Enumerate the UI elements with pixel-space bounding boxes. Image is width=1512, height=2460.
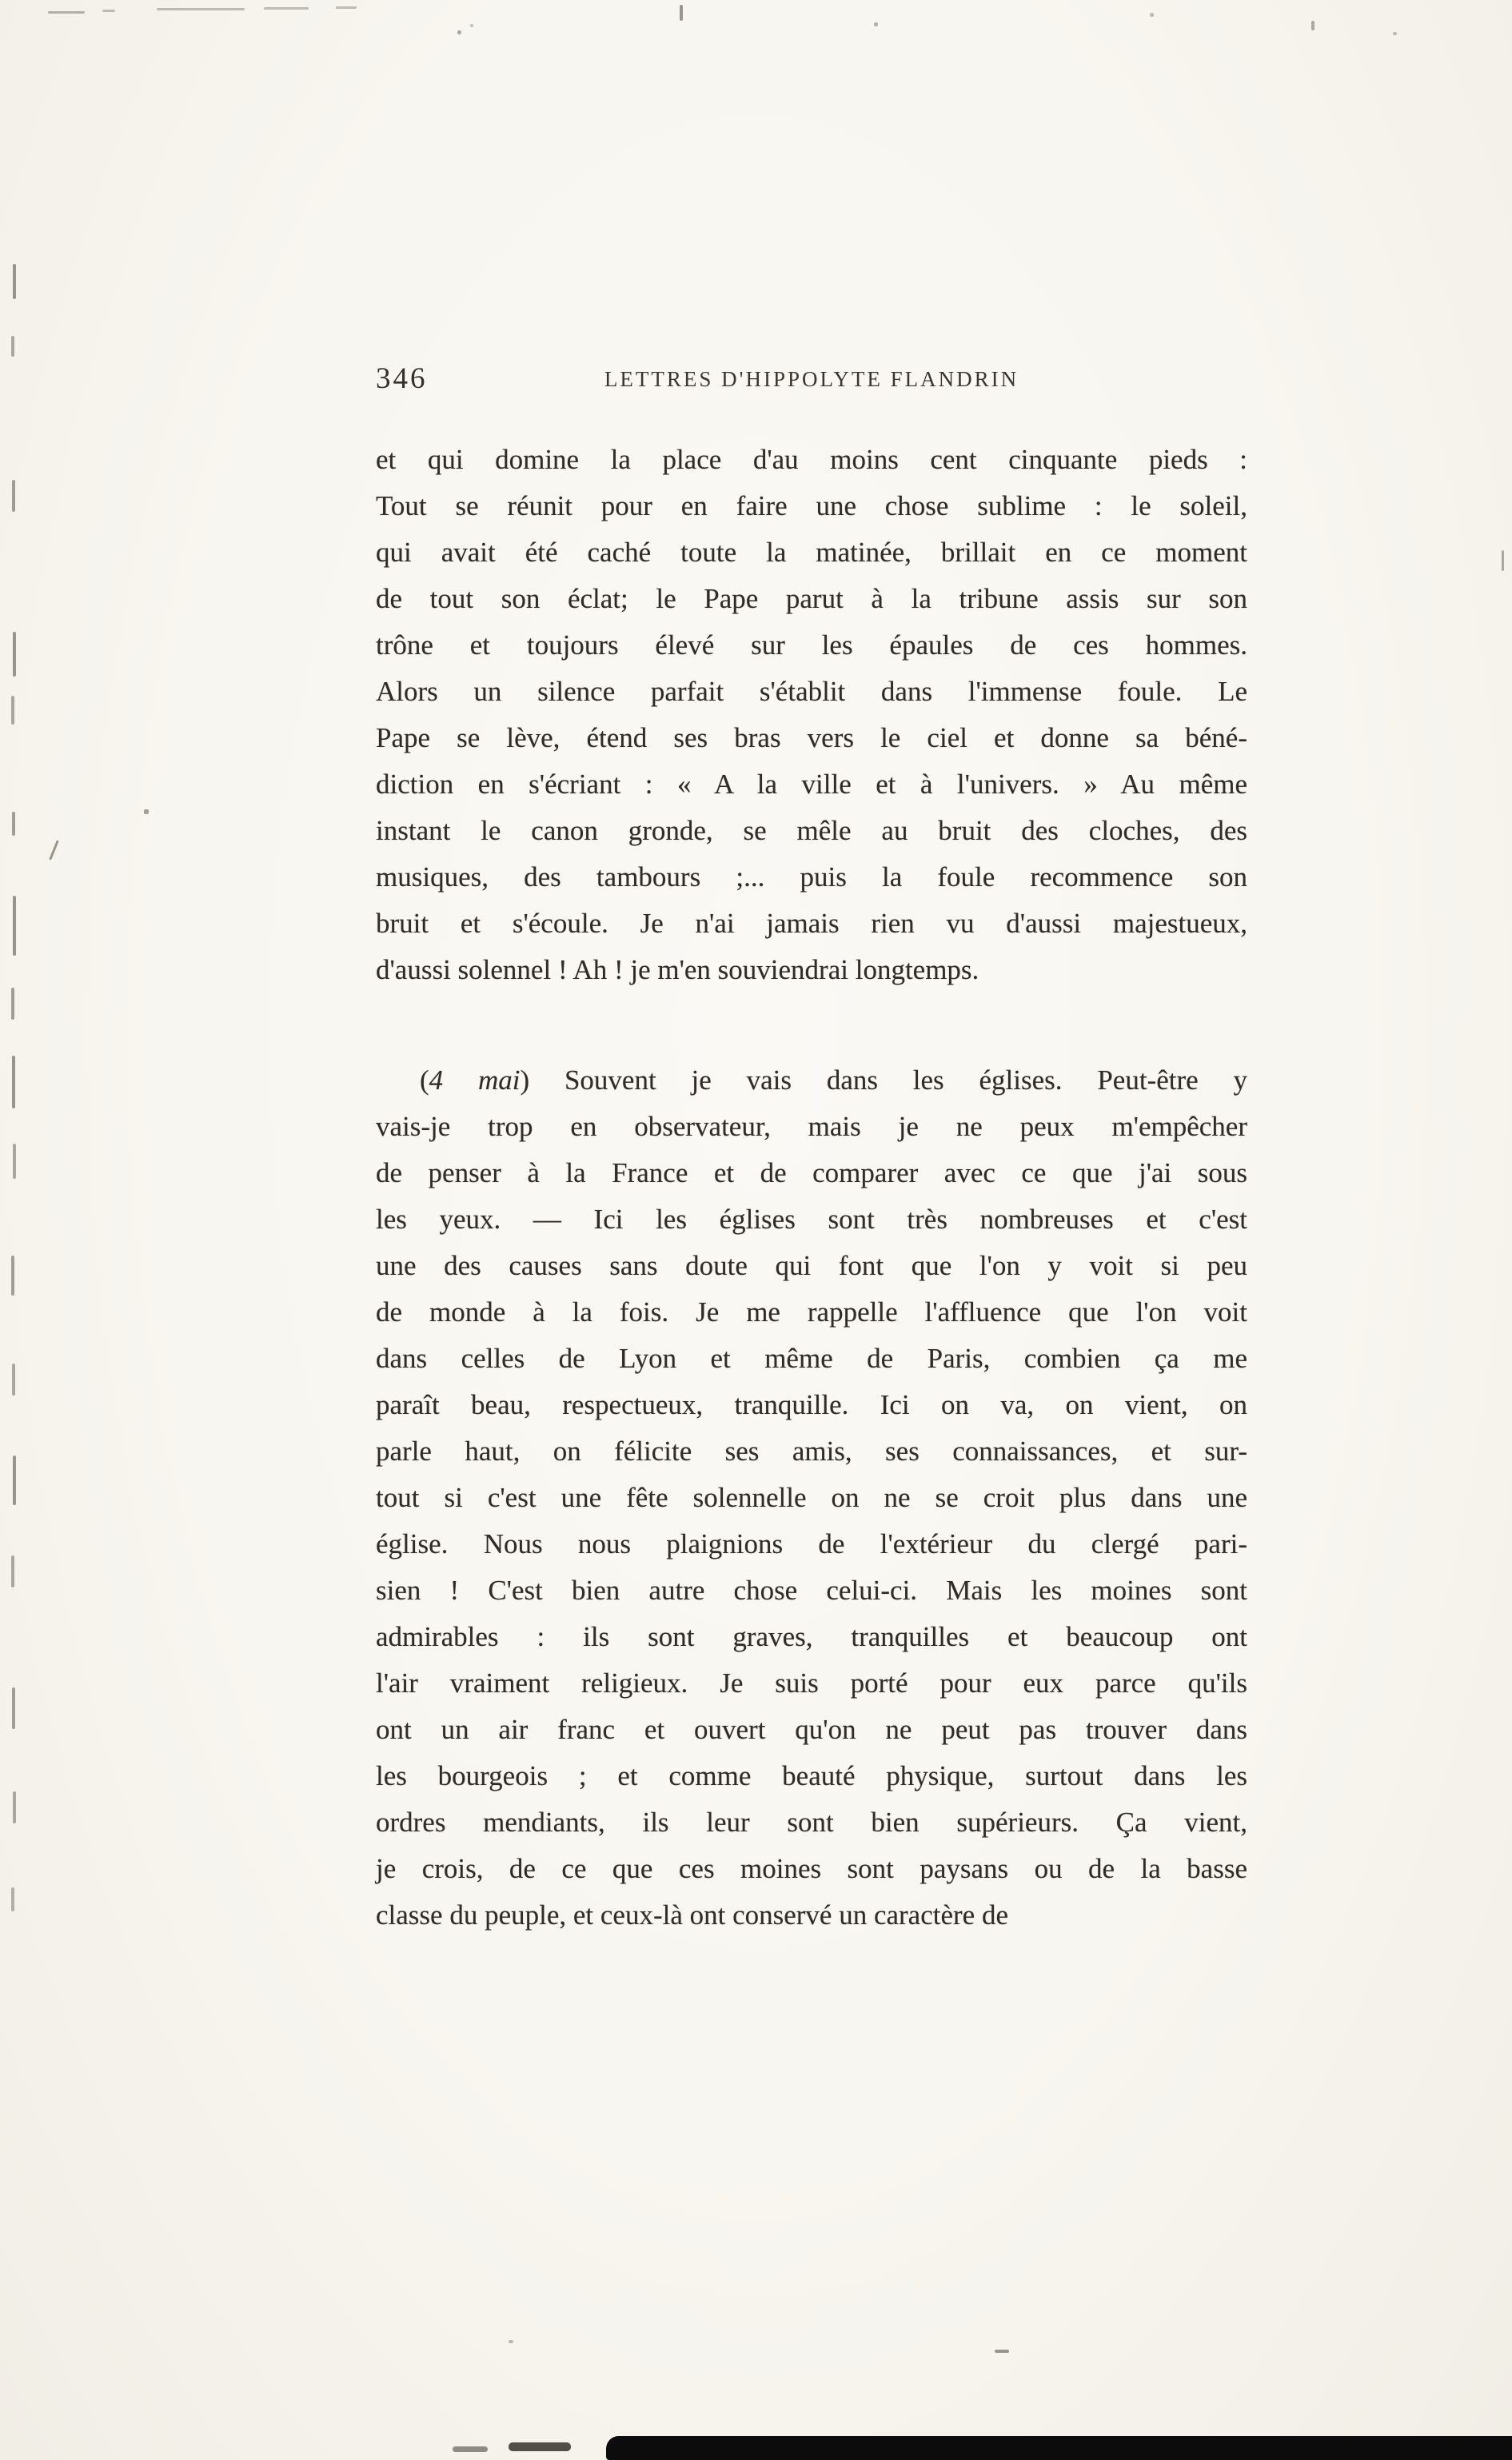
scan-artifact <box>13 1456 16 1505</box>
scan-artifact <box>13 1791 16 1823</box>
text-segment: ( <box>420 1064 429 1096</box>
scan-artifact <box>157 8 245 10</box>
scan-artifact <box>11 1887 14 1911</box>
text-segment: ) Souvent je vais dans les églises. Peut-être y <box>520 1064 1247 1096</box>
text-line: de monde à la fois. Je me rappelle l'affluence que l'on voit <box>376 1296 1247 1328</box>
scan-artifact <box>12 1056 15 1108</box>
scan-artifact <box>144 809 149 814</box>
scan-edge-shadow <box>606 2436 1512 2460</box>
text-line: les yeux. — Ici les églises sont très nombreuses et c'est <box>376 1204 1247 1235</box>
text-line: bruit et s'écoule. Je n'ai jamais rien vu d'aussi majestueux, <box>376 908 1247 939</box>
scan-artifact <box>995 2350 1009 2353</box>
text-line: Alors un silence parfait s'établit dans l'immense foule. Le <box>376 676 1247 707</box>
text-line: les bourgeois ; et comme beauté physique, surtout dans les <box>376 1760 1247 1791</box>
scan-artifact <box>48 11 85 14</box>
scan-artifact <box>1150 13 1154 17</box>
text-line: l'air vraiment religieux. Je suis porté pour eux parce qu'ils <box>376 1667 1247 1699</box>
text-line: diction en s'écriant : « A la ville et à l'univers. » Au même <box>376 769 1247 800</box>
paragraph <box>376 437 1247 993</box>
scan-artifact <box>264 7 309 10</box>
text-line: une des causes sans doute qui font que l'on y voit si peu <box>376 1250 1247 1281</box>
scan-artifact <box>453 2446 488 2452</box>
scan-artifact <box>102 10 115 12</box>
text-line: trône et toujours élevé sur les épaules de ces hommes. <box>376 629 1247 661</box>
text-line: Tout se réunit pour en faire une chose sublime : le soleil, <box>376 490 1247 521</box>
text-line: admirables : ils sont graves, tranquilles et beaucoup ont <box>376 1621 1247 1652</box>
text-line: ont un air franc et ouvert qu'on ne peut pas trouver dans <box>376 1714 1247 1745</box>
text-line: dans celles de Lyon et même de Paris, combien ça me <box>376 1343 1247 1374</box>
scan-artifact <box>509 2442 571 2451</box>
text-line: musiques, des tambours ;... puis la foule recommence son <box>376 861 1247 893</box>
scan-artifact <box>680 5 683 21</box>
text-line: et qui domine la place d'au moins cent cinquante pieds : <box>376 444 1247 475</box>
page-number: 346 <box>376 362 428 395</box>
text-line: vais-je trop en observateur, mais je ne peux m'empêcher <box>376 1111 1247 1142</box>
text-line: tout si c'est une fête solennelle on ne se croit plus dans une <box>376 1482 1247 1513</box>
text-line: église. Nous nous plaignions de l'extérieur du clergé pari- <box>376 1528 1247 1559</box>
scan-artifact <box>13 632 16 677</box>
text-line: paraît beau, respectueux, tranquille. Ici on va, on vient, on <box>376 1389 1247 1420</box>
scan-artifact <box>509 2340 513 2343</box>
text-line: de tout son éclat; le Pape parut à la tribune assis sur son <box>376 583 1247 614</box>
scan-artifact <box>49 840 59 860</box>
scan-artifact <box>12 812 15 836</box>
text-line: classe du peuple, et ceux-là ont conservé un caractère de <box>376 1899 1008 1931</box>
scan-artifact <box>13 264 16 299</box>
scan-artifact <box>1502 550 1504 571</box>
scan-artifact <box>11 696 14 725</box>
scan-artifact <box>470 24 473 27</box>
text-line: de penser à la France et de comparer avec ce que j'ai sous <box>376 1157 1247 1188</box>
text-line: instant le canon gronde, se mêle au bruit des cloches, des <box>376 815 1247 846</box>
scan-artifact <box>874 22 878 26</box>
scan-artifact <box>11 1256 14 1296</box>
text-line: qui avait été caché toute la matinée, brillait en ce moment <box>376 537 1247 568</box>
scan-artifact <box>336 6 357 9</box>
date-annotation: 4 mai <box>429 1064 521 1096</box>
paragraph <box>376 1057 1247 1939</box>
scan-artifact <box>457 30 461 34</box>
text-line: je crois, de ce que ces moines sont paysans ou de la basse <box>376 1853 1247 1884</box>
text-line: sien ! C'est bien autre chose celui-ci. Mais les moines sont <box>376 1575 1247 1606</box>
scan-artifact <box>11 336 14 357</box>
running-title: LETTRES D'HIPPOLYTE FLANDRIN <box>604 367 1019 391</box>
text-line: parle haut, on félicite ses amis, ses connaissances, et sur- <box>376 1436 1247 1467</box>
scan-artifact <box>13 1144 16 1179</box>
scan-artifact <box>12 1687 15 1729</box>
text-line: d'aussi solennel ! Ah ! je m'en souviendrai longtemps. <box>376 954 979 985</box>
page-header <box>376 361 1247 400</box>
scan-artifact <box>1393 32 1397 35</box>
scan-artifact <box>11 988 14 1020</box>
scan-artifact <box>12 480 15 512</box>
scan-artifact <box>1311 21 1315 30</box>
text-line: Pape se lève, étend ses bras vers le ciel et donne sa béné- <box>376 722 1247 753</box>
text-line: ordres mendiants, ils leur sont bien supérieurs. Ça vient, <box>376 1807 1247 1838</box>
scan-artifact <box>11 1555 14 1587</box>
scan-artifact <box>13 896 16 956</box>
scan-artifact <box>12 1364 15 1396</box>
text-block <box>376 437 1247 1939</box>
text-line <box>376 1057 1247 1104</box>
